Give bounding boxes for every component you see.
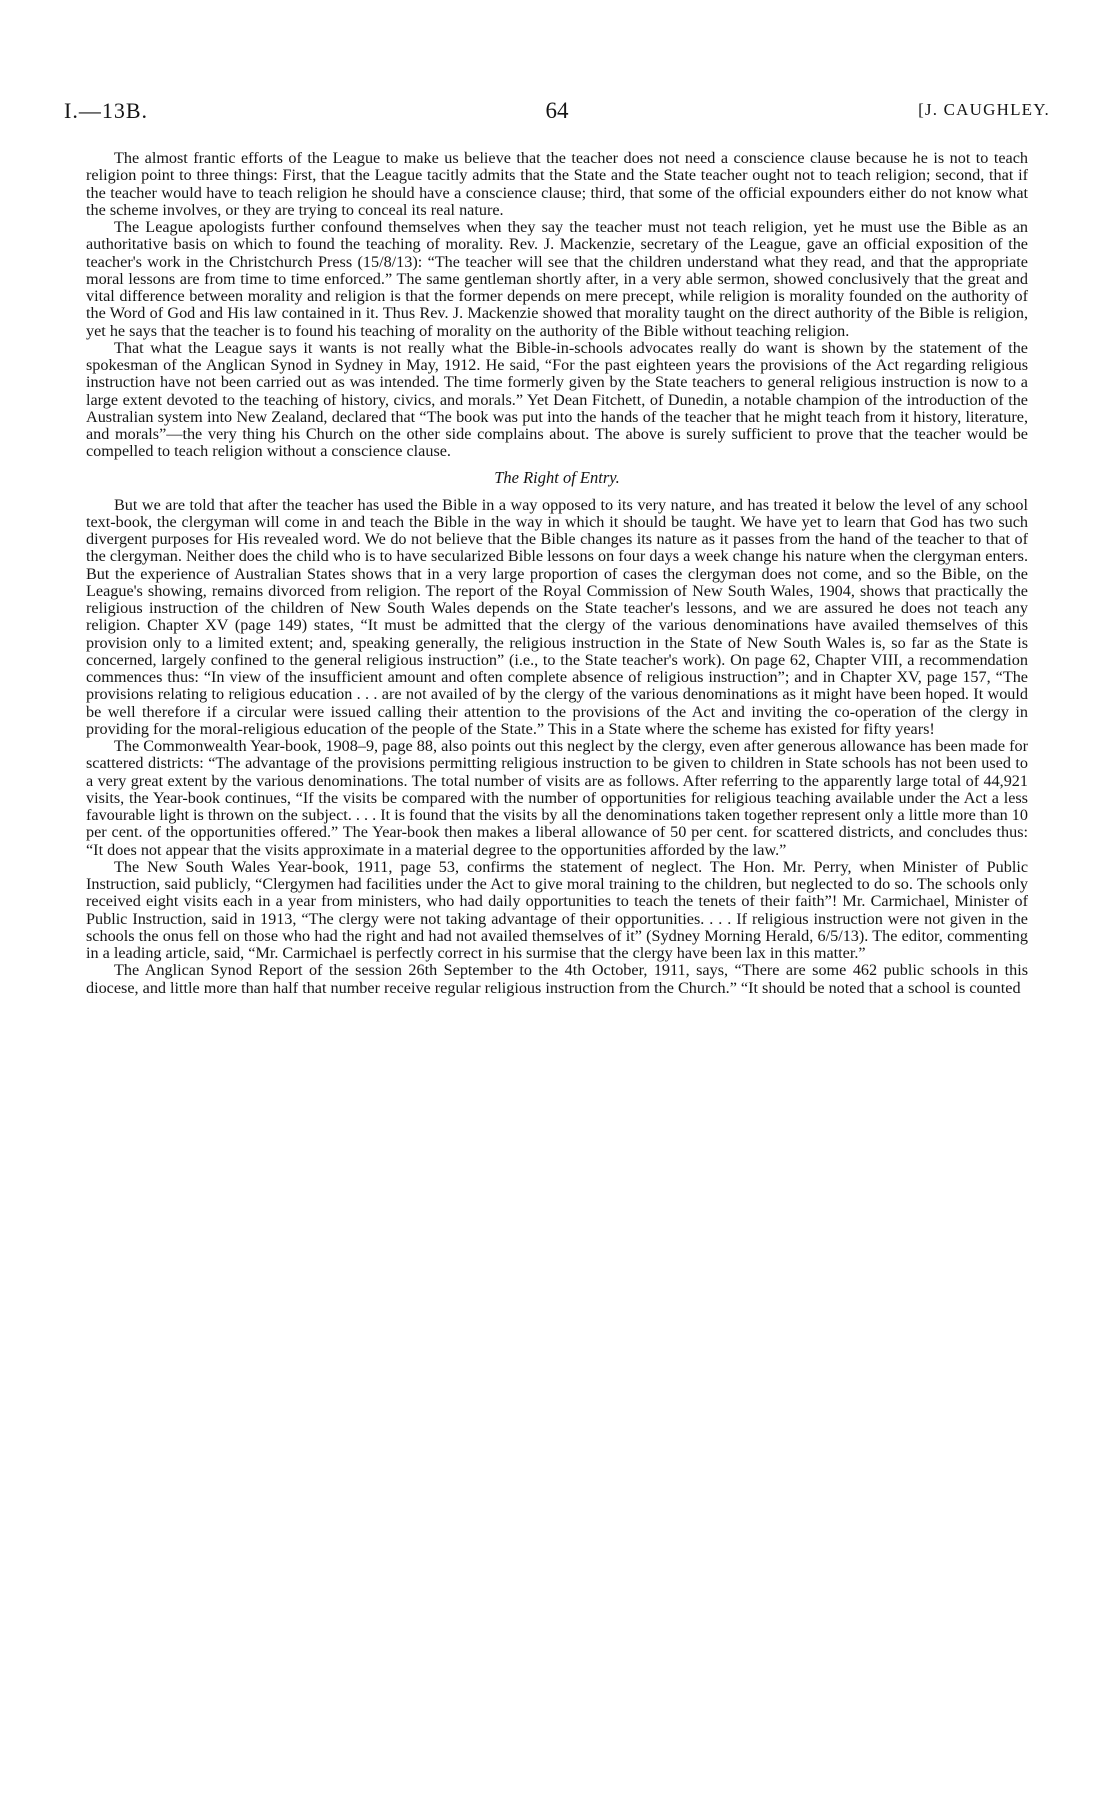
section-heading: The Right of Entry.: [494, 467, 620, 487]
paragraph: That what the League says it wants is not really what the Bible-in-schools advocates really do want is shown by the statement of the spokesman of the Anglican Synod in Sydney in May, 1912. He said, “For the past eighteen years the provisions of the Act regarding religious instruction have not been carried out as was intended. The time formerly given by the State teachers to general religious instruction is now to a large extent devoted to the teaching of history, civics, and morals.” Yet Dean Fitchett, of Dunedin, a notable champion of the introduction of the Australian system into New Zealand, declared that “The book was put into the hands of the teacher that he might teach from it history, literature, and morals”—the very thing his Church on the other side complains about. The above is surely sufficient to prove that the teacher would be compelled to teach religion without a conscience clause.: [86, 338, 1028, 461]
paragraph: The Anglican Synod Report of the session 26th September to the 4th October, 1911, says, “There are some 462 public schools in this diocese, and little more than half that number receive regular religious instruction from the Church.” “It should be noted that a school is counted: [86, 961, 1028, 997]
page-number: 64: [545, 98, 569, 123]
paragraph: The New South Wales Year-book, 1911, page 53, confirms the statement of neglect. The Hon. Mr. Perry, when Minister of Public Instruction, said publicly, “Clergymen had facilities under the Act to give moral training to the children, but neglected to do so. The schools only received eight visits each in a year from ministers, who had daily opportunities to teach the tenets of their faith”! Mr. Carmichael, Minister of Public Instruction, said in 1913, “The clergy were not taking advantage of their opportunities. . . . If religious instruction were not given in the schools the onus fell on those who had the right and had not availed themselves of it” (Sydney Morning Herald, 6/5/13). The editor, commenting in a leading article, said, “Mr. Carmichael is perfectly correct in his surmise that the clergy have been lax in this matter.”: [86, 857, 1028, 962]
body-text: [86, 150, 1028, 997]
paragraph: The League apologists further confound themselves when they say the teacher must not teach religion, yet he must use the Bible as an authoritative basis on which to found the teaching of morality. Rev. J. Mackenzie, secretary of the League, gave an official exposition of the teacher's work in the Christchurch Press (15/8/13): “The teacher will see that the children understand what they read, and that the appropriate moral lessons are from time to time enforced.” The same gentleman shortly after, in a very able sermon, showed conclusively that the great and vital difference between morality and religion is that the former depends on mere precept, while religion is morality founded on the authority of the Word of God and His law contained in it. Thus Rev. J. Mackenzie showed that morality taught on the direct authority of the Bible is religion, yet he says that the teacher is to found his teaching of morality on the authority of the Bible without teaching religion.: [86, 218, 1028, 340]
author-reference: [J. CAUGHLEY.: [918, 100, 1050, 119]
paragraph: The Commonwealth Year-book, 1908–9, page 88, also points out this neglect by the clergy, even after generous allowance has been made for scattered districts: “The advantage of the provisions permitting religious instruction to be given to children in State schools has not been used to a very great extent by the various denominations. The total number of visits are as follows. After referring to the apparently large total of 44,921 visits, the Year-book continues, “If the visits be compared with the number of opportunities for religious teaching available under the Act a less favourable light is thrown on the subject. . . . It is found that the visits by all the denominations taken together represent only a little more than 10 per cent. of the opportunities offered.” The Year-book then makes a liberal allowance of 50 per cent. for scattered districts, and concludes thus: “It does not appear that the visits approximate in a material degree to the opportunities afforded by the law.”: [86, 737, 1028, 859]
paragraph: But we are told that after the teacher has used the Bible in a way opposed to its very nature, and has treated it below the level of any school text-book, the clergyman will come in and teach the Bible in the way in which it should be taught. We have yet to learn that God has two such divergent purposes for His revealed word. We do not believe that the Bible changes its nature as it passes from the hand of the teacher to that of the clergyman. Neither does the child who is to have secularized Bible lessons on four days a week change his nature when the clergyman enters. But the experience of Australian States shows that in a very large proportion of cases the clergyman does not come, and so the Bible, on the League's showing, remains divorced from religion. The report of the Royal Commission of New South Wales, 1904, shows that practically the religious instruction of the children of New South Wales depends on the State teacher's lessons, and we are assured he does not teach any religion. Chapter XV (page 149) states, “It must be admitted that the clergy of the various denominations have availed themselves of this provision only to a limited extent; and, speaking generally, the religious instruction in the State of New South Wales is, so far as the State is concerned, largely confined to the general religious instruction” (i.e., to the State teacher's work). On page 62, Chapter VIII, a recommendation commences thus: “In view of the insufficient amount and often complete absence of religious instruction”; and in Chapter XV, page 157, “The provisions relating to religious education . . . are not availed of by the clergy of the various denominations as it might have been hoped. It would be well therefore if a circular were issued calling their attention to the provisions of the Act and inviting the co-operation of the clergy in providing for the moral-religious education of the people of the State.” This in a State where the scheme has existed for fifty years!: [86, 495, 1028, 738]
page-header: [64, 98, 1050, 128]
paragraph: The almost frantic efforts of the League to make us believe that the teacher does not need a conscience clause because he is not to teach religion point to three things: First, that the League tacitly admits that the State and the State teacher ought not to teach religion; second, that if the teacher would have to teach religion he should have a conscience clause; third, that some of the official expounders either do not know what the scheme involves, or they are trying to conceal its real nature.: [86, 149, 1028, 219]
document-reference: I.—13B.: [64, 98, 148, 123]
